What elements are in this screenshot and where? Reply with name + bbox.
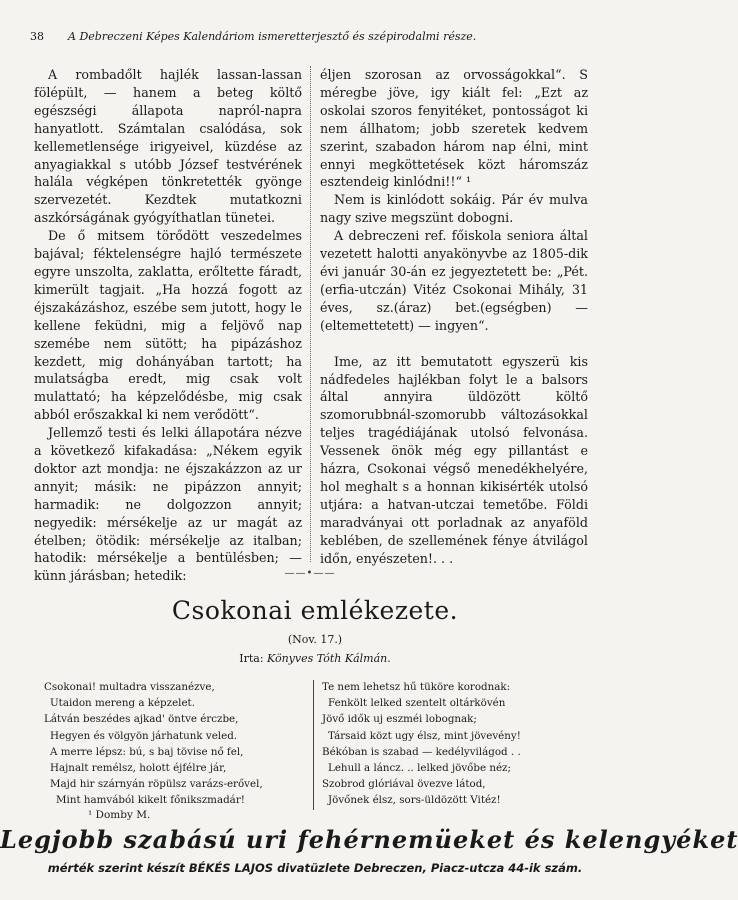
author-prefix: Irta:: [239, 652, 264, 665]
poem-divider: [313, 680, 314, 810]
poem-line: Szobrod glóriával övezve látod,: [322, 778, 486, 791]
poem-stanza-right: [322, 679, 607, 809]
poem-line: A merre lépsz: bú, s baj tövise nő fel,: [50, 745, 244, 758]
running-header: [30, 30, 600, 43]
poem-line: Jövő idők uj eszméi lobognak;: [322, 713, 477, 726]
left-text-column: [34, 66, 302, 585]
paragraph: A debreczeni ref. főiskola seniora által vezetett halotti anyakönyvbe az 1805-dik évi január 30-án ez jegyeztetett be: „Pét.(erfia-utczán) Vitéz Csokonai Mihály, 31 éves, sz.(áraz) bet.(egségben) — (eltemettetett) — ingyen“.: [320, 228, 588, 333]
poem-line: Te nem lehetsz hű tüköre korodnak:: [322, 681, 511, 693]
page-number: 38: [30, 30, 44, 43]
poem-date: (Nov. 17.): [287, 633, 343, 646]
poem-line: Hajnalt remélsz, holott éjfélre jár,: [50, 762, 227, 775]
poem-line: Társaid közt ugy élsz, mint jövevény!: [328, 729, 521, 742]
column-divider: [310, 66, 311, 562]
footnote: ¹ Domby M.: [88, 809, 151, 821]
paragraph: De ő mitsem törődött veszedelmes bajával; féktelenségre hajló természete egyre unszolta, zaklatta, erőltette fáradt, kimerült tagjait. „Ha hozzá fogott az éjszakázáshoz, eszébe sem jutott, hogy le kellene feküdni, mig a feljövő nap szemébe nem sütött; ha pipázáshoz kezdett, mig dohányában tartott; ha mulatságba eredt, mig csak volt mulattató; ha képzelődésbe, mig csak abból erőszakkal ki nem verődött“.: [34, 228, 302, 423]
advertisement-subline: mérték szerint készít BÉKÉS LAJOS divatüzlete Debreczen, Piacz-utcza 44-ik szám.: [47, 861, 583, 875]
paragraph: éljen szorosan az orvosságokkal“. S méregbe jöve, igy kiált fel: „Ezt az oskolai szoros fenyitéket, pontosságot ki nem állhatom; jobb szeretek kedvem szerint, szabadon három nap élni, mint ennyi megköttetések közt háromszáz esztendeig kinlódni!!“ ¹: [320, 67, 588, 190]
poem-line: Hegyen és völgyön járhatunk veled.: [50, 729, 238, 742]
poem-line: Fenkölt lelked szentelt oltárkövén: [328, 697, 506, 710]
poem-line: Mint hamvából kikelt főnikszmadár!: [56, 794, 245, 807]
poem-line: Látván beszédes ajkad' öntve érczbe,: [44, 713, 239, 726]
poem-line: Békóban is szabad — kedélyvilágod . .: [322, 745, 521, 758]
paragraph: Nem is kinlódott sokáig. Pár év mulva nagy szive megszünt dobogni.: [320, 192, 588, 226]
paragraph: A rombadőlt hajlék lassan-lassan fölépült, — hanem a beteg költő egészségi állapota napról-napra hanyatlott. Számtalan csalódása, sok kellemetlensége irigyeivel, küzdése az anyagiakkal s utóbb József testvérének halála végképen tönkretették gyönge szervezetét. Kezdtek mutatkozni aszkórságának gyógyíthatlan tünetei.: [34, 67, 302, 226]
right-text-column: [320, 66, 588, 567]
running-title: A Debreczeni Képes Kalendáriom ismeretterjesztő és szépirodalmi része.: [68, 30, 477, 43]
poem-line: Utaidon mereng a képzelet.: [50, 697, 195, 710]
poem-line: Csokonai! multadra visszanézve,: [44, 681, 215, 693]
poem-line: Lehull a láncz. .. lelked jövőbe néz;: [328, 762, 511, 775]
poem-line: Jövőnek élsz, sors-üldözött Vitéz!: [328, 794, 501, 807]
section-ornament: ——•——: [284, 568, 336, 579]
paragraph: Ime, az itt bemutatott egyszerü kis nádfedeles hajlékban folyt le a balsors által annyira üldözött költő szomorubbnál-szomorubb változásokkal teljes tragédiájának utolsó felvonása. Vessenek önök még egy pillantást e házra, Csokonai végső menedékhelyére, hol meghalt s a honnan kikisérték utolsó utjára: a hatvan-utczai temetőbe. Földi maradványai ott porladnak az anyaföld keblében, de szellemének fénye átvilágol időn, enyészeten!. . .: [320, 353, 588, 566]
advertisement-headline: Legjobb szabású uri fehérnemüeket és kelengyéket: [0, 825, 738, 854]
paragraph: Jellemző testi és lelki állapotára nézve a következő kifakadása: „Nékem egyik doktor azt mondja: ne éjszakázzon az ur annyit; másik: ne pipázzon annyit; harmadik: ne dolgozzon annyit; negyedik: mérsékelje az ur magát az ételben; ötödik: mérsékelje az italban; hatodik: mérsékelje a bentülésben; — künn járásban; hetedik:: [34, 425, 302, 584]
poem-line: Majd hir szárnyán röpülsz varázs-erővel,: [50, 778, 263, 791]
poem-stanza-left: [44, 679, 329, 809]
poem-author: [0, 652, 630, 665]
author-name: Könyves Tóth Kálmán.: [267, 652, 391, 665]
poem-title: Csokonai emlékezete.: [171, 596, 459, 625]
